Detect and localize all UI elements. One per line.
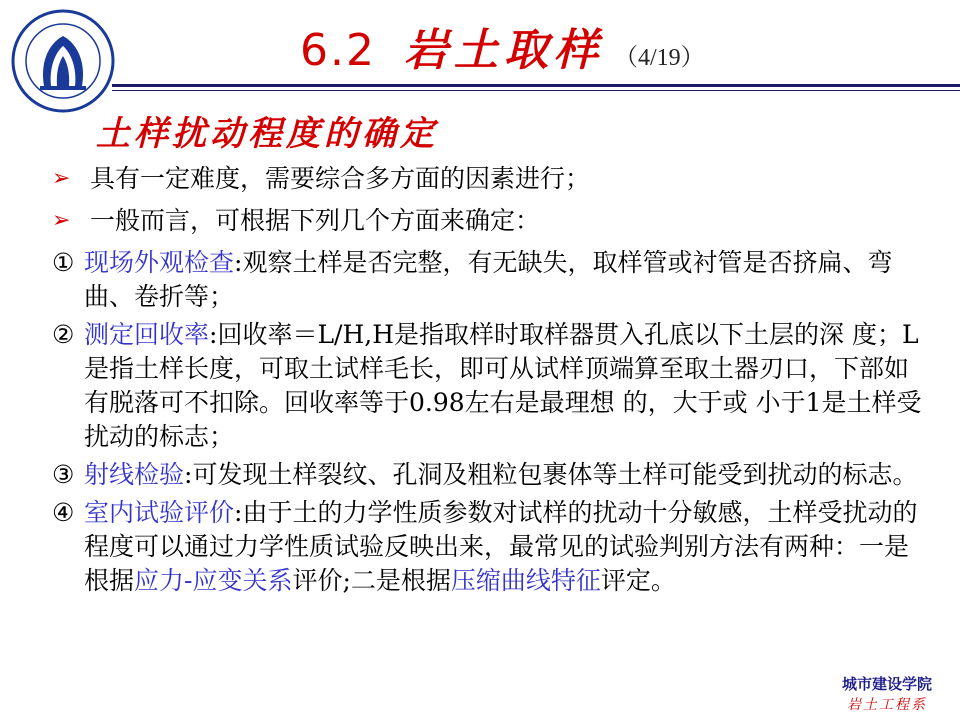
bullet-item bbox=[52, 162, 932, 196]
page-indicator: （4/19） bbox=[613, 45, 705, 71]
title-rule-thick bbox=[112, 84, 960, 87]
method-link-compression-curve: 压缩曲线特征 bbox=[450, 566, 601, 595]
method-link-stress-strain: 应力-应变关系 bbox=[134, 566, 293, 595]
item-number: ④ bbox=[52, 498, 75, 527]
method-text: :由于土的力学性质参数对试样的扰动十分敏感，土样受扰动的程度可以通过力学性质试验反映出来，最常见的试验判别方法有两种：一是根据 bbox=[84, 498, 918, 595]
item-number: ① bbox=[52, 248, 75, 277]
method-text: 评定。 bbox=[600, 566, 676, 595]
method-item bbox=[52, 246, 932, 314]
method-item bbox=[52, 318, 932, 454]
footer-department: 岩土工程系 bbox=[846, 697, 927, 713]
method-text: :可发现土样裂纹、孔洞及粗粒包裹体等土样可能受到扰动的标志。 bbox=[184, 460, 918, 489]
arrow-bullet-icon: ➢ bbox=[52, 208, 71, 233]
slide-title bbox=[300, 14, 705, 84]
university-seal-icon bbox=[10, 8, 116, 114]
method-text: 评价;二是根据 bbox=[292, 566, 451, 595]
section-number: 6.2 bbox=[300, 25, 376, 76]
arrow-bullet-icon: ➢ bbox=[52, 166, 71, 191]
method-text: :观察土样是否完整，有无缺失，取样管或衬管是否挤扁、弯曲、卷折等； bbox=[84, 248, 893, 311]
method-label: 现场外观检查 bbox=[84, 248, 235, 277]
footer-college: 城市建设学院 bbox=[841, 675, 932, 693]
bullet-text: 具有一定难度，需要综合多方面的因素进行； bbox=[90, 164, 591, 193]
bullet-item bbox=[52, 204, 932, 238]
slide-footer bbox=[842, 673, 932, 714]
method-label: 室内试验评价 bbox=[84, 498, 235, 527]
title-rule-thin bbox=[112, 90, 960, 91]
method-item bbox=[52, 496, 932, 598]
bullet-text: 一般而言，可根据下列几个方面来确定： bbox=[90, 206, 541, 235]
method-item bbox=[52, 458, 932, 492]
method-text: :回收率＝L/H,H是指取样时取样器贯入孔底以下土层的深 度；L是指土样长度，可取土试样毛长，即可从试样顶端算至取土器刃口，下部如有脱落可不扣除。回收率等于0.98左右是最理想 的，大于或 小于1是土样受扰动的标志； bbox=[84, 320, 922, 451]
section-title: 岩土取样 bbox=[403, 25, 604, 76]
method-label: 测定回收率 bbox=[84, 320, 210, 349]
item-number: ② bbox=[52, 320, 75, 349]
university-logo bbox=[10, 8, 116, 114]
slide-content bbox=[52, 162, 932, 598]
item-number: ③ bbox=[52, 460, 75, 489]
slide-subtitle: 土样扰动程度的确定 bbox=[96, 114, 438, 154]
method-label: 射线检验 bbox=[84, 460, 185, 489]
